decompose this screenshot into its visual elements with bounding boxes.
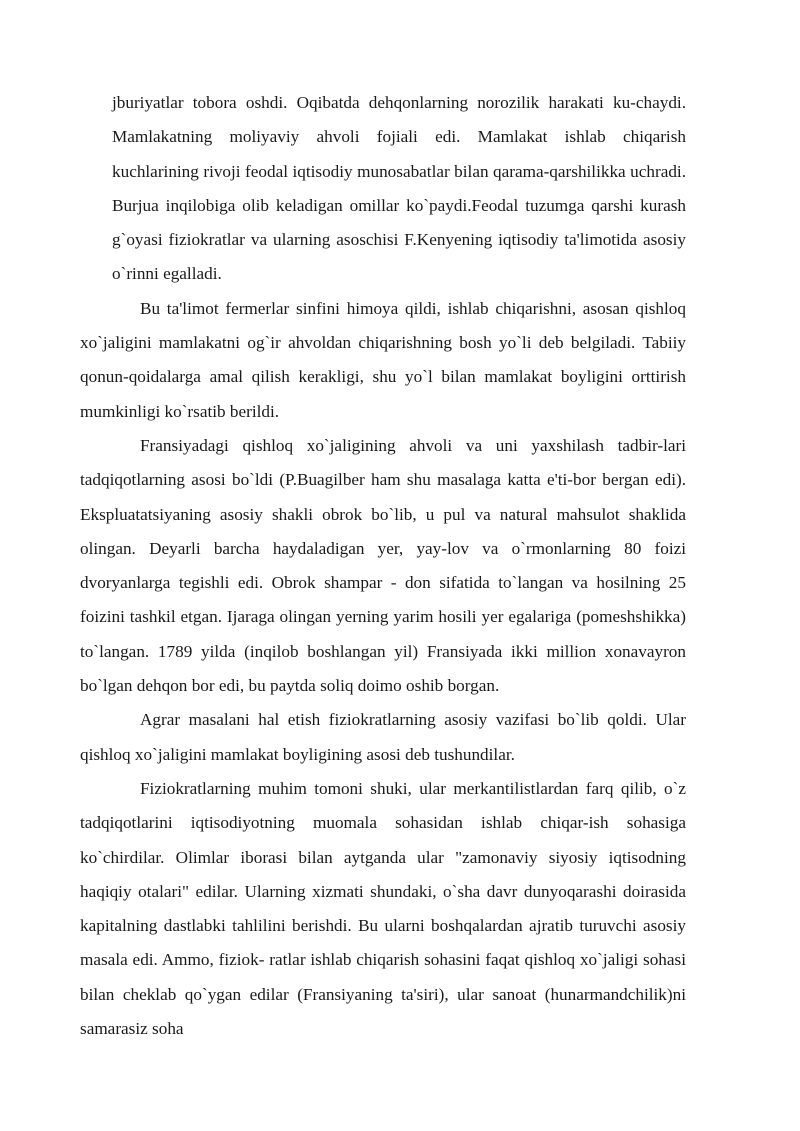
paragraph-4: Agrar masalani hal etish fiziokratlarning asosiy vazifasi bo`lib qoldi. Ular qishloq xo`jaligini mamlakat boyligining asosi deb tushundilar. <box>80 710 686 764</box>
paragraph-1: jburiyatlar tobora oshdi. Oqibatda dehqonlarning norozilik harakati ku-chaydi. Mamlakatning moliyaviy ahvoli fojiali edi. Mamlakat ishlab chiqarish kuchlarining rivoji feodal iqtisodiy munosabatlar bilan qarama-qarshilikka uchradi. Burjua inqilobiga olib keladigan omillar ko`paydi.Feodal tuzumga qarshi kurash g`oyasi fiziokratlar va ularning asoschisi F.Kenyening iqtisodiy ta'limotida asosiy o`rinni egalladi. <box>112 93 686 284</box>
paragraph-5: Fiziokratlarning muhim tomoni shuki, ular merkantilistlardan farq qilib, o`z tadqiqotlarini iqtisodiyotning muomala sohasidan ishlab chiqar-ish sohasiga ko`chirdilar. Olimlar iborasi bilan aytganda ular "zamonaviy siyosiy iqtisodning haqiqiy otalari" edilar. Ularning xizmati shundaki, o`sha davr dunyoqarashi doirasida kapitalning dastlabki tahlilini berishdi. Bu ularni boshqalardan ajratib turuvchi asosiy masala edi. Ammo, fiziok- ratlar ishlab chiqarish sohasini faqat qishloq xo`jaligi sohasi bilan cheklab qo`ygan edilar (Fransiyaning ta'siri), ular sanoat (hunarmandchilik)ni samarasiz soha <box>80 778 686 1039</box>
paragraph-3: Fransiyadagi qishloq xo`jaligining ahvoli va uni yaxshilash tadbir-lari tadqiqotlarning asosi bo`ldi (P.Buagilber ham shu masalaga katta e'ti-bor bergan edi). Ekspluatatsiyaning asosiy shakli obrok bo`lib, u pul va natural mahsulot shaklida olingan. Deyarli barcha haydaladigan yer, yay-lov va o`rmonlarning 80 foizi dvoryanlarga tegishli edi. Obrok shampar - don sifatida to`langan va hosilning 25 foizini tashkil etgan. Ijaraga olingan yerning yarim hosili yer egalariga (pomeshshikka) to`langan. 1789 yilda (inqilob boshlangan yil) Fransiyada ikki million xonavayron bo`lgan dehqon bor edi, bu paytda soliq doimo oshib borgan. <box>80 435 686 696</box>
paragraph-2: Bu ta'limot fermerlar sinfini himoya qildi, ishlab chiqarishni, asosan qishloq xo`jaligini mamlakatni og`ir ahvoldan chiqarishning bosh yo`li deb belgiladi. Tabiiy qonun-qoidalarga amal qilish kerakligi, shu yo`l bilan mamlakat boyligini orttirish mumkinligi ko`rsatib berildi. <box>80 298 686 421</box>
body-text <box>80 86 686 1046</box>
